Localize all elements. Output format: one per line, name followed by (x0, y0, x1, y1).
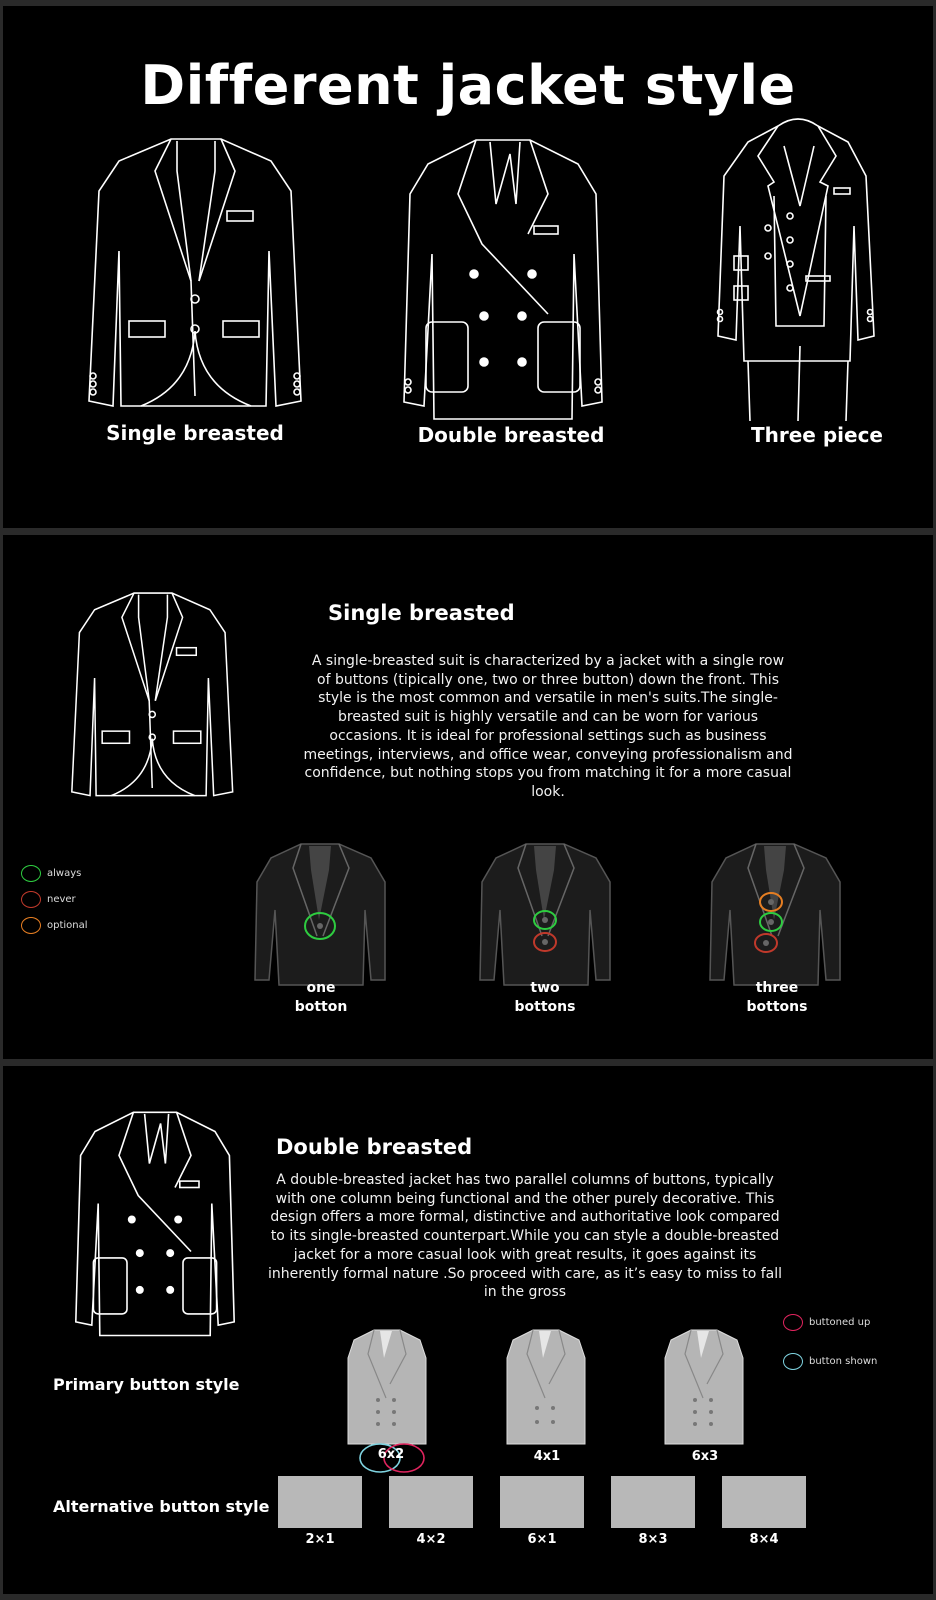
primary-label-6x3: 6x3 (691, 1449, 719, 1464)
single-breasted-panel (3, 535, 933, 1059)
variant-caption-two (485, 979, 605, 1017)
variant-line2: bottons (746, 999, 808, 1015)
alternative-button-style-label: Alternative button style (53, 1497, 270, 1516)
legend-buttoned-up (783, 1314, 877, 1331)
single-breasted-jacket-illustration (81, 131, 311, 421)
green-circle-icon (21, 865, 41, 882)
three-button-jacket-illustration (708, 840, 843, 990)
variant-line1: one (306, 980, 336, 996)
primary-jacket-4x1 (505, 1328, 587, 1448)
alt-jacket-8x4 (722, 1476, 806, 1528)
alt-label-6x1: 6×1 (527, 1532, 557, 1547)
variant-line2: botton (294, 999, 348, 1015)
primary-label-6x2: 6x2 (377, 1447, 405, 1462)
style-caption-single: Single breasted (106, 421, 284, 445)
primary-button-style-label: Primary button style (53, 1375, 240, 1394)
legend-label: button shown (809, 1356, 878, 1367)
red-circle-icon (21, 891, 41, 908)
alt-label-2x1: 2×1 (305, 1532, 335, 1547)
variant-line1: three (755, 980, 799, 996)
legend-label: always (47, 868, 82, 879)
single-description: A single-breasted suit is characterized by a jacket with a single row of buttons (tipically one, two or three button) down the front. This style is the most common and versatile in men's suits.The single-breasted suit is highly versatile and can be worn for various occasions. It is ideal for professional settings such as business meetings, interviews, and office wear, conveying professionalism and confidence, but nothing stops you from matching it for a more casual look. (303, 653, 793, 800)
single-section-title: Single breasted (328, 601, 515, 625)
primary-jacket-6x3 (663, 1328, 745, 1448)
variant-line2: bottons (514, 999, 576, 1015)
two-button-jacket-illustration (478, 840, 613, 990)
legend-label: optional (47, 920, 88, 931)
legend-never (21, 891, 88, 908)
orange-circle-icon (21, 917, 41, 934)
double-breasted-jacket-illustration (398, 134, 608, 424)
alt-jacket-4x2 (389, 1476, 473, 1528)
primary-label-4x1: 4x1 (533, 1449, 561, 1464)
alt-jacket-6x1 (500, 1476, 584, 1528)
legend-label: never (47, 894, 76, 905)
single-breasted-detail-illustration (63, 587, 243, 807)
alt-label-4x2: 4×2 (416, 1532, 446, 1547)
page-title: Different jacket style (140, 54, 796, 117)
legend-optional (21, 917, 88, 934)
three-piece-suit-illustration (708, 116, 888, 426)
alt-label-8x4: 8×4 (749, 1532, 779, 1547)
double-breasted-panel (3, 1066, 933, 1594)
primary-jacket-6x2 (346, 1328, 428, 1448)
pink-circle-icon (783, 1314, 803, 1331)
double-description: A double-breasted jacket has two parallel columns of buttons, typically with one column being functional and the other purely decorative. This design offers a more formal, distinctive and authoritative look compared to its single-breasted counterpart.While you can style a double-breasted jacket for a more casual look with great results, it goes against its inherently formal nature .So proceed with care, as it’s easy to miss to fall in the gross (267, 1172, 783, 1301)
alt-jacket-8x3 (611, 1476, 695, 1528)
double-legend (783, 1314, 877, 1370)
legend-label: buttoned up (809, 1317, 871, 1328)
variant-caption-three (717, 979, 837, 1017)
alt-label-8x3: 8×3 (638, 1532, 668, 1547)
style-caption-three-piece: Three piece (751, 423, 883, 447)
variant-caption-one (261, 979, 381, 1017)
one-button-jacket-illustration (253, 840, 388, 990)
double-breasted-detail-illustration (71, 1106, 239, 1341)
legend-button-shown (783, 1353, 877, 1370)
alt-jacket-2x1 (278, 1476, 362, 1528)
single-legend (21, 865, 88, 934)
legend-always (21, 865, 88, 882)
variant-line1: two (530, 980, 560, 996)
double-section-title: Double breasted (276, 1135, 473, 1159)
jacket-styles-panel (3, 6, 933, 528)
cyan-circle-icon (783, 1353, 803, 1370)
style-caption-double: Double breasted (417, 423, 605, 447)
